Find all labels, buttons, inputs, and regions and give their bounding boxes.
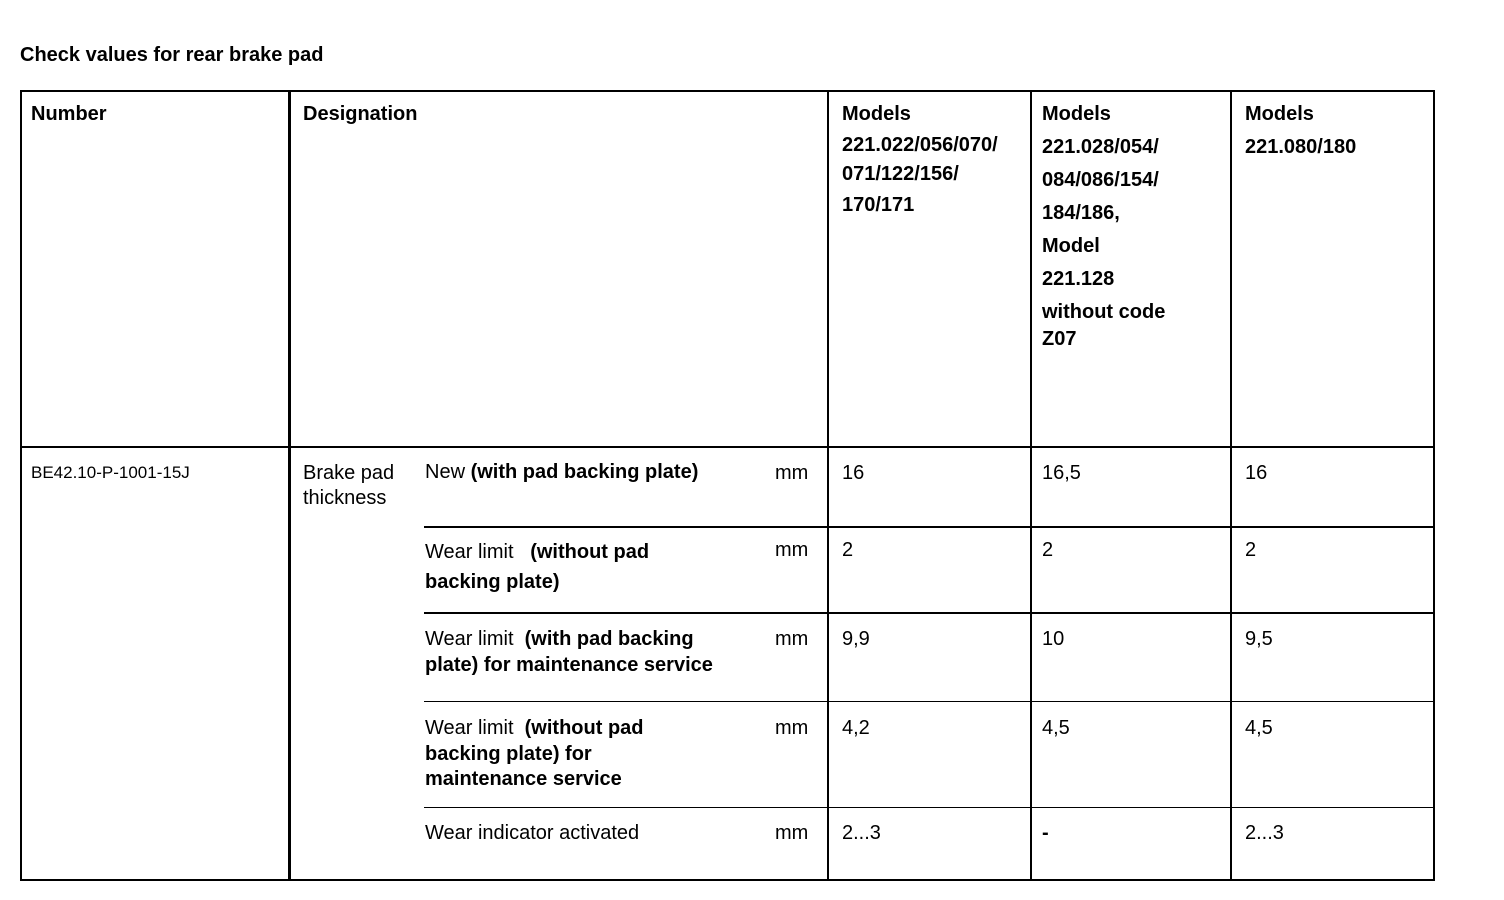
header-designation: Designation [303,103,418,125]
item-wear-limit-maint-label: Wear limit (with pad backing plate) for maintenance service [425,628,713,676]
item-new-value-col2: 16,5 [1042,462,1081,484]
item-wear-limit-maint-unit: mm [775,628,809,650]
item-wear-indicator-label: Wear indicator activated [425,822,640,844]
item-wear-limit-without-maint-label: Wear limit (without pad backing plate) for maintenance service [425,717,644,790]
group-label: Brake pad thickness [303,462,395,509]
item-wear-indicator-value-col1: 2...3 [842,822,881,844]
item-wear-limit-without-value-col1: 2 [842,539,854,561]
page-title: Check values for rear brake pad [20,44,324,66]
item-wear-limit-without-unit: mm [775,539,809,561]
item-wear-limit-maint-value-col3: 9,5 [1245,628,1273,650]
item-new-unit: mm [775,462,809,484]
item-wear-limit-without-maint-value-col2: 4,5 [1042,717,1070,739]
header-number: Number [31,103,107,125]
header-models-col2: Models 221.028/054/ 084/086/154/ 184/186, Model 221.128 without code Z07 [1042,103,1166,350]
item-new-value-col1: 16 [842,462,865,484]
item-new-value-col3: 16 [1245,462,1268,484]
item-wear-indicator-value-col3: 2...3 [1245,822,1284,844]
header-models-col3: Models 221.080/180 [1245,103,1357,158]
item-wear-limit-maint-value-col2: 10 [1042,628,1065,650]
item-wear-limit-without-value-col2: 2 [1042,539,1054,561]
item-wear-indicator-unit: mm [775,822,809,844]
item-wear-limit-without-maint-value-col1: 4,2 [842,717,870,739]
item-wear-limit-without-value-col3: 2 [1245,539,1257,561]
item-wear-indicator-value-col2: - [1042,822,1049,844]
item-wear-limit-without-maint-value-col3: 4,5 [1245,717,1273,739]
item-wear-limit-maint-value-col1: 9,9 [842,628,870,650]
row-number: BE42.10-P-1001-15J [31,463,190,482]
item-wear-limit-without-label: Wear limit (without pad backing plate) [425,541,650,593]
item-new-label: New (with pad backing plate) [425,461,699,483]
header-models-col1: Models 221.022/056/070/ 071/122/156/ 170/171 [842,103,998,216]
item-wear-limit-without-maint-unit: mm [775,717,809,739]
